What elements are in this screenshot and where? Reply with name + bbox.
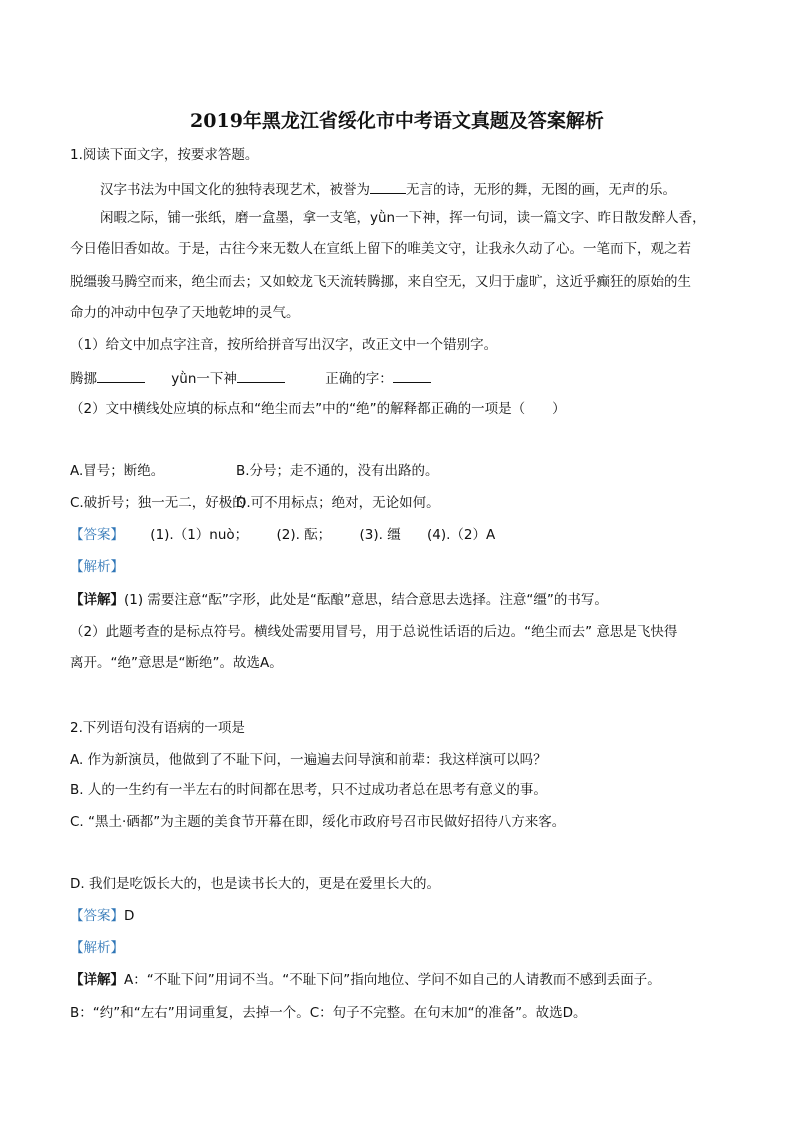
fill-blank [370,179,406,194]
answer-item: (4).（2）A [427,527,496,543]
passage-line: 闲暇之际，铺一张纸，磨一盒墨，拿一支笔，yǜn一下神，挥一句词，读一篇文字、昨日散发醉人香， [100,210,706,226]
answer-row [70,907,134,925]
question-1-stem: 1.阅读下面文字，按要求答题。 [70,147,259,163]
option-d: D. 我们是吃饭长大的，也是读书长大的，更是在爱里长大的。 [70,876,440,892]
answer-item: (1).（1）nuò； [150,527,249,543]
answer-item: (3). 缰 [359,527,401,543]
passage-text: 无言的诗，无形的舞，无图的画，无声的乐。 [406,182,676,198]
option-b: B. 人的一生约有一半左右的时间都在思考，只不过成功者总在思考有意义的事。 [70,782,547,798]
detail-line [70,591,608,609]
analysis-label: 【解析】 [70,940,124,956]
detail-line: 离开。“绝”意思是“断绝”。故选A。 [70,655,283,671]
option-a: A. 作为新演员，他做到了不耻下问，一遍遍去问导演和前辈：我这样演可以吗？ [70,752,547,768]
fill-label: 正确的字： [325,371,393,387]
page-title: 2019年黑龙江省绥化市中考语文真题及答案解析 [190,110,604,132]
passage-paragraph-1 [100,179,676,199]
answer-label: 【答案】 [70,527,124,543]
detail-text: A：“不耻下问”用词不当。“不耻下问”指向地位、学问不如自己的人请教而不感到丢面子。 [124,972,661,988]
passage-line: 今日倦旧香如故。于是，古往今来无数人在宣纸上留下的唯美文守，让我永久动了心。一笔而下，观之若 [70,241,691,257]
option-d: D.可不用标点；绝对，无论如何。 [236,495,440,511]
option-c: C. “黑土·硒都”为主题的美食节开幕在即，绥化市政府号召市民做好招待八方来客。 [70,814,566,830]
detail-line: B：“约”和“左右”用词重复，去掉一个。C：句子不完整。在句末加“的准备”。故选D。 [70,1005,587,1021]
passage-line: 命力的冲动中包孕了天地乾坤的灵气。 [70,305,300,321]
option-c: C.破折号；独一无二，好极的 [70,495,246,511]
passage-line: 脱缰骏马腾空而来，绝尘而去；又如蛟龙飞天流转腾挪，来自空无，又归于虚旷，这近乎癫狂的原始的生 [70,274,691,290]
detail-line: （2）此题考查的是标点符号。横线处需要用冒号，用于总说性话语的后边。“绝尘而去” 意思是飞快得 [70,624,678,640]
fill-blank [393,368,431,383]
fill-blank [237,368,285,383]
answer-item: (2). 酝； [276,527,332,543]
sub-question-2: （2）文中横线处应填的标点和“绝尘而去”中的“绝”的解释都正确的一项是（ ） [70,401,566,417]
answer-row [70,526,495,544]
question-2-stem: 2.下列语句没有语病的一项是 [70,720,245,736]
fill-blank [97,368,145,383]
detail-label: 【详解】 [70,972,124,988]
option-b: B.分号；走不通的，没有出路的。 [236,463,439,479]
fill-label: 腾挪 [70,371,97,387]
fill-label: yǜn一下神 [171,371,237,387]
answer-value: D [124,908,135,924]
fill-row [70,368,431,388]
analysis-label: 【解析】 [70,559,124,575]
option-a: A.冒号；断绝。 [70,463,165,479]
sub-question-1: （1）给文中加点字注音，按所给拼音写出汉字，改正文中一个错别字。 [70,337,498,353]
detail-label: 【详解】 [70,592,124,608]
passage-text: 汉字书法为中国文化的独特表现艺术，被誉为 [100,182,370,198]
detail-line [70,971,661,989]
detail-text: (1) 需要注意“酝”字形，此处是“酝酿”意思，结合意思去选择。注意“缰”的书写。 [124,592,608,608]
answer-label: 【答案】 [70,908,124,924]
